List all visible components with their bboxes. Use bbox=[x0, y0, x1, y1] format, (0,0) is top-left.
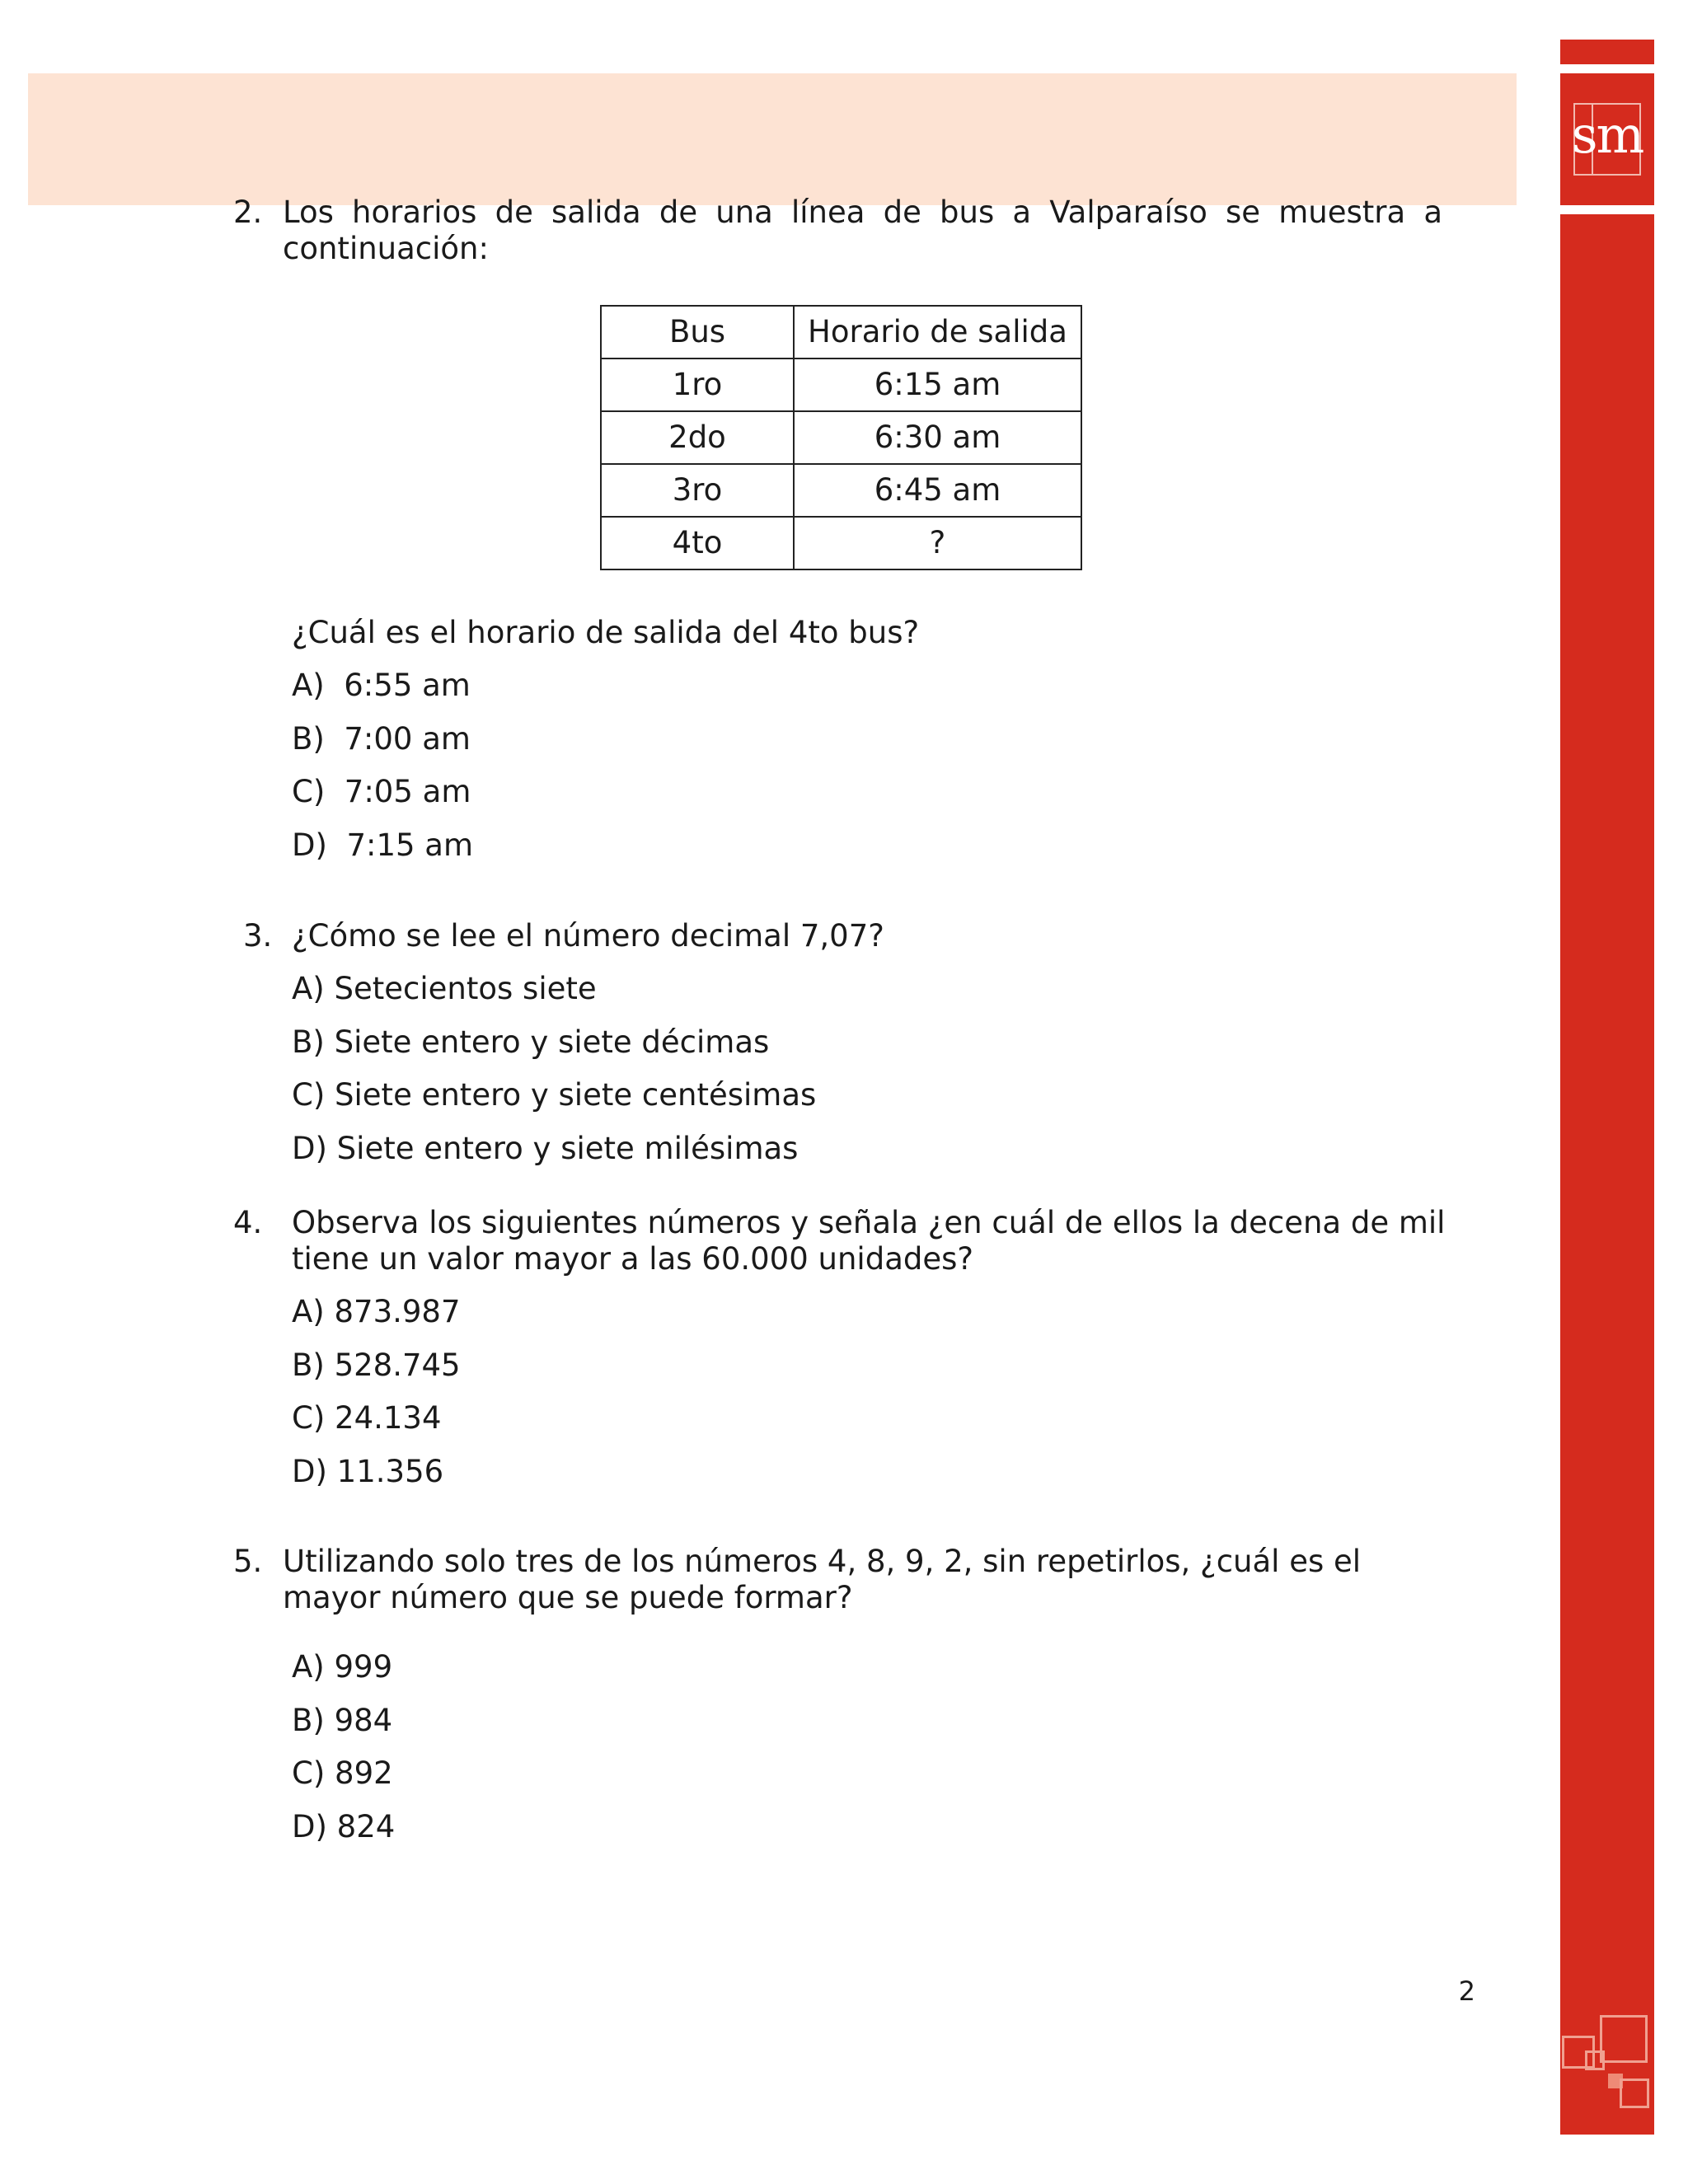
question-text: Observa los siguientes números y señala ¿en cuál de ellos la decena de mil bbox=[292, 1205, 1446, 1240]
table-cell: 3ro bbox=[601, 464, 794, 517]
header-band bbox=[28, 73, 1517, 205]
table-cell: 6:15 am bbox=[794, 359, 1081, 411]
table-header-row bbox=[601, 306, 1081, 359]
table-cell: 2do bbox=[601, 411, 794, 464]
decorative-square-icon bbox=[1585, 2050, 1605, 2070]
page-number: 2 bbox=[1458, 1975, 1475, 2007]
question-text: Utilizando solo tres de los números 4, 8, 9, 2, sin repetirlos, ¿cuál es el bbox=[283, 1544, 1362, 1579]
answer-option[interactable]: D) 824 bbox=[292, 1809, 396, 1844]
table-cell: 6:45 am bbox=[794, 464, 1081, 517]
answer-option[interactable]: C) Siete entero y siete centésimas bbox=[292, 1077, 817, 1113]
decorative-square-icon bbox=[1620, 2079, 1649, 2108]
side-red-bar bbox=[1560, 214, 1654, 2135]
question-number: 3. bbox=[243, 918, 273, 954]
table-cell: 4to bbox=[601, 517, 794, 569]
question-text: Los horarios de salida de una línea de bus a Valparaíso se muestra a bbox=[283, 194, 1442, 230]
table-row bbox=[601, 464, 1081, 517]
answer-option[interactable]: A) 999 bbox=[292, 1649, 393, 1685]
question-number: 4. bbox=[233, 1205, 263, 1240]
answer-option[interactable]: D) 7:15 am bbox=[292, 827, 474, 863]
sm-logo bbox=[1560, 73, 1654, 205]
question-number: 5. bbox=[233, 1544, 263, 1579]
question-text: mayor número que se puede formar? bbox=[283, 1580, 853, 1615]
answer-option[interactable]: D) Siete entero y siete milésimas bbox=[292, 1131, 799, 1166]
answer-option[interactable]: B) 528.745 bbox=[292, 1347, 461, 1383]
answer-option[interactable]: B) 984 bbox=[292, 1703, 393, 1738]
table-header-cell: Horario de salida bbox=[794, 306, 1081, 359]
answer-option[interactable]: B) 7:00 am bbox=[292, 721, 471, 757]
answer-option[interactable]: C) 24.134 bbox=[292, 1400, 442, 1436]
table-cell: 1ro bbox=[601, 359, 794, 411]
table-row bbox=[601, 359, 1081, 411]
table-row bbox=[601, 517, 1081, 569]
answer-option[interactable]: C) 7:05 am bbox=[292, 774, 471, 809]
answer-option[interactable]: D) 11.356 bbox=[292, 1454, 444, 1489]
table-row bbox=[601, 411, 1081, 464]
header-accent-bar bbox=[1560, 40, 1654, 64]
answer-option[interactable]: B) Siete entero y siete décimas bbox=[292, 1024, 770, 1060]
question-text: ¿Cómo se lee el número decimal 7,07? bbox=[292, 918, 884, 954]
answer-option[interactable]: A) 873.987 bbox=[292, 1294, 461, 1329]
answer-option[interactable]: A) 6:55 am bbox=[292, 668, 471, 703]
question-text: tiene un valor mayor a las 60.000 unidades? bbox=[292, 1241, 974, 1277]
logo-text: sm bbox=[1571, 105, 1643, 165]
table-cell: ? bbox=[794, 517, 1081, 569]
answer-option[interactable]: A) Setecientos siete bbox=[292, 971, 597, 1006]
question-prompt: ¿Cuál es el horario de salida del 4to bus? bbox=[292, 615, 920, 650]
bus-schedule-table bbox=[600, 305, 1082, 570]
decorative-square-icon bbox=[1600, 2015, 1648, 2063]
table-cell: 6:30 am bbox=[794, 411, 1081, 464]
table-header-cell: Bus bbox=[601, 306, 794, 359]
question-text: continuación: bbox=[283, 231, 489, 266]
question-number: 2. bbox=[233, 194, 263, 230]
answer-option[interactable]: C) 892 bbox=[292, 1755, 393, 1791]
